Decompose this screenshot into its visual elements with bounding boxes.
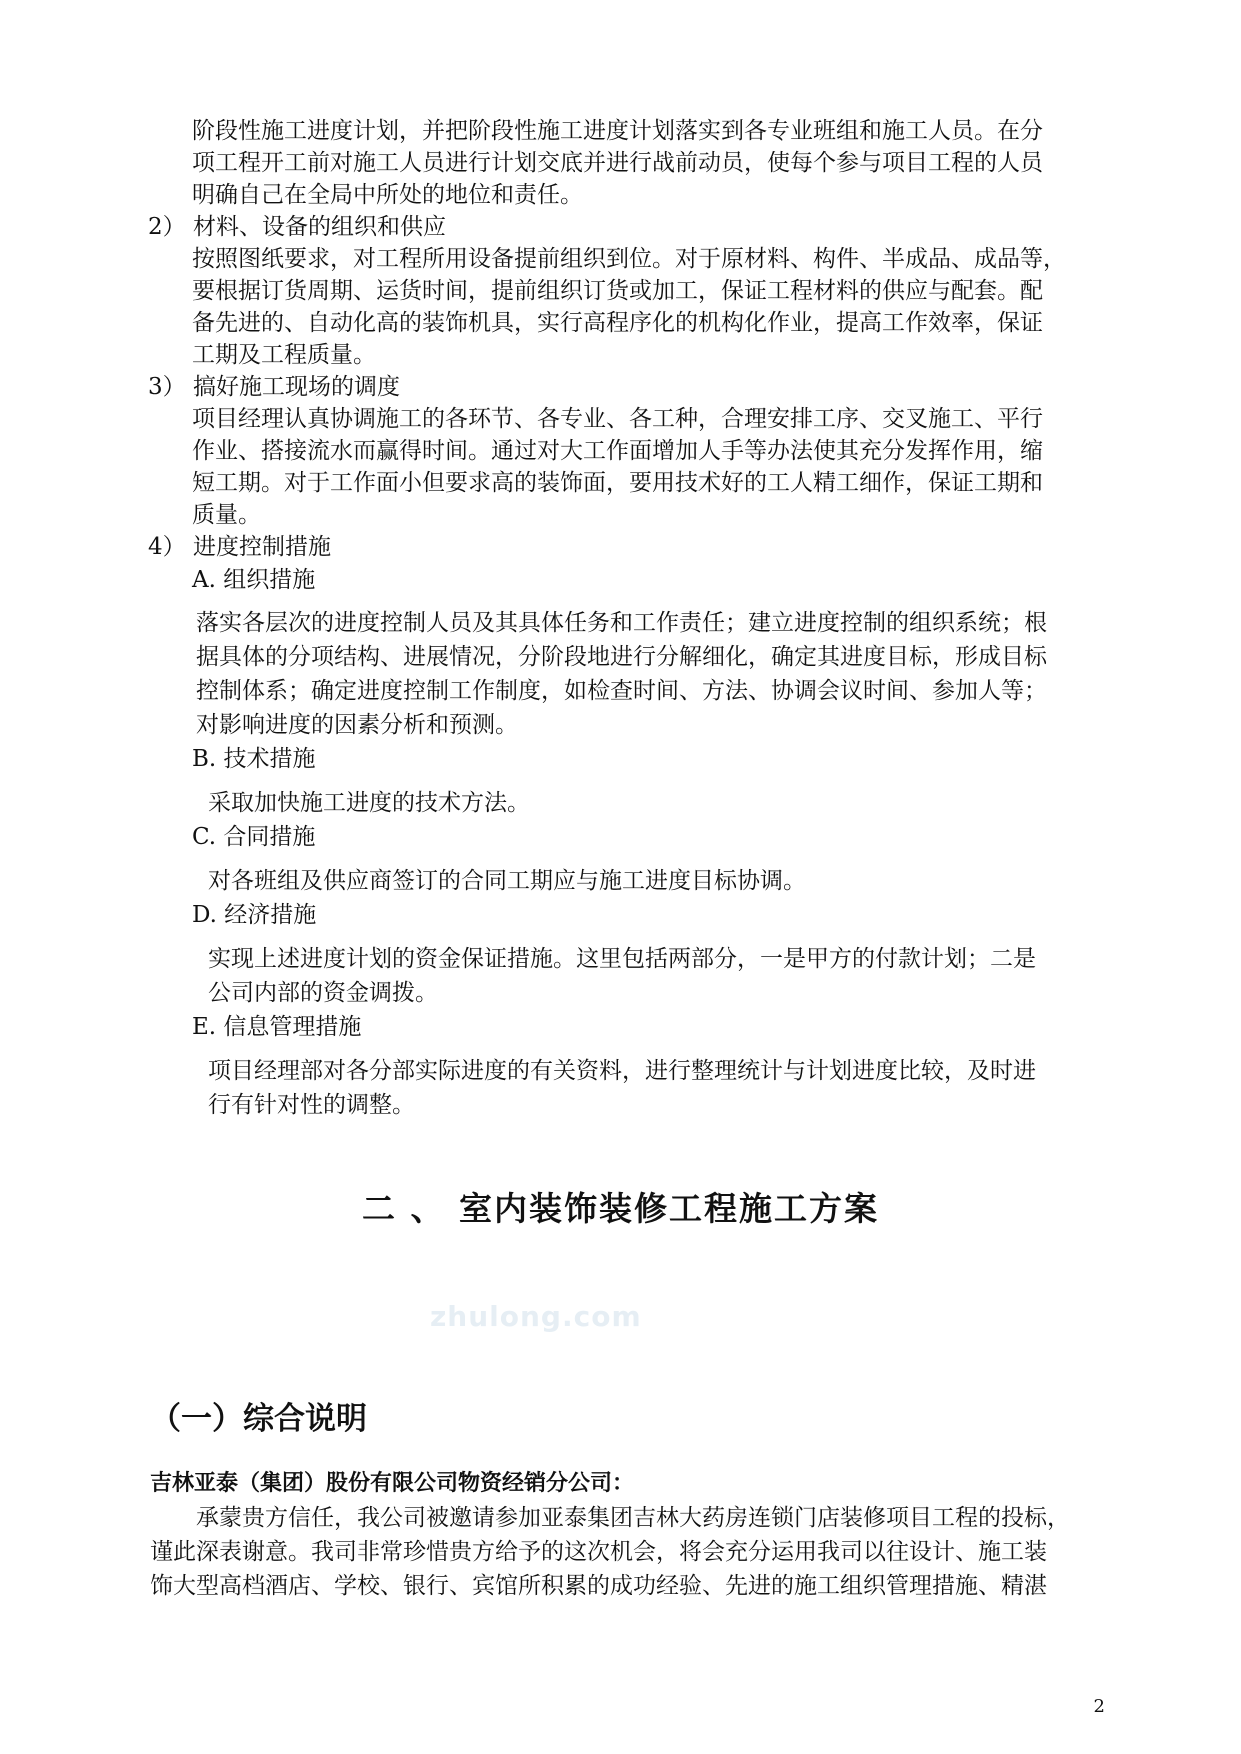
paragraph-line: 据具体的分项结构、进展情况，分阶段地进行分解细化，确定其进度目标，形成目标 [196, 644, 1047, 670]
item-heading: 3） 搞好施工现场的调度 [148, 374, 400, 400]
page-number: 2 [1093, 1696, 1105, 1717]
paragraph-line: 对影响进度的因素分析和预测。 [196, 712, 518, 738]
paragraph-line: 项目经理认真协调施工的各环节、各专业、各工种，合理安排工序、交叉施工、平行 [192, 406, 1043, 432]
sub-heading-b: B. 技术措施 [192, 746, 316, 772]
paragraph-line: 公司内部的资金调拨。 [208, 980, 438, 1006]
sub-heading-a: A. 组织措施 [192, 567, 316, 593]
paragraph-line: 质量。 [192, 502, 261, 528]
paragraph-line: 对各班组及供应商签订的合同工期应与施工进度目标协调。 [208, 868, 806, 894]
intro-line: 阶段性施工进度计划，并把阶段性施工进度计划落实到各专业班组和施工人员。在分 [192, 118, 1043, 144]
letter-line: 谨此深表谢意。我司非常珍惜贵方给予的这次机会，将会充分运用我司以往设计、施工装 [150, 1539, 1047, 1565]
intro-line: 明确自己在全局中所处的地位和责任。 [192, 182, 583, 208]
paragraph-line: 行有针对性的调整。 [208, 1092, 415, 1118]
paragraph-line: 工期及工程质量。 [192, 342, 376, 368]
watermark: zhulong.com [430, 1300, 642, 1333]
sub-heading-e: E. 信息管理措施 [192, 1014, 362, 1040]
letter-line: 饰大型高档酒店、学校、银行、宾馆所积累的成功经验、先进的施工组织管理措施、精湛 [150, 1573, 1047, 1599]
paragraph-line: 作业、搭接流水而赢得时间。通过对大工作面增加人手等办法使其充分发挥作用，缩 [192, 438, 1043, 464]
letter-line: 承蒙贵方信任，我公司被邀请参加亚泰集团吉林大药房连锁门店装修项目工程的投标， [196, 1505, 1070, 1531]
sub-heading-d: D. 经济措施 [192, 902, 317, 928]
paragraph-line: 项目经理部对各分部实际进度的有关资料，进行整理统计与计划进度比较，及时进 [208, 1058, 1036, 1084]
paragraph-line: 短工期。对于工作面小但要求高的装饰面，要用技术好的工人精工细作，保证工期和 [192, 470, 1043, 496]
sub-heading-c: C. 合同措施 [192, 824, 316, 850]
item-heading: 4） 进度控制措施 [148, 534, 331, 560]
paragraph-line: 控制体系；确定进度控制工作制度，如检查时间、方法、协调会议时间、参加人等； [196, 678, 1047, 704]
paragraph-line: 要根据订货周期、运货时间，提前组织订货或加工，保证工程材料的供应与配套。配 [192, 278, 1043, 304]
intro-line: 项工程开工前对施工人员进行计划交底并进行战前动员，使每个参与项目工程的人员 [192, 150, 1043, 176]
addressee: 吉林亚泰（集团）股份有限公司物资经销分公司： [150, 1471, 635, 1496]
paragraph-line: 实现上述进度计划的资金保证措施。这里包括两部分，一是甲方的付款计划；二是 [208, 946, 1036, 972]
item-heading: 2） 材料、设备的组织和供应 [148, 214, 446, 240]
paragraph-line: 备先进的、自动化高的装饰机具，实行高程序化的机构化作业，提高工作效率，保证 [192, 310, 1043, 336]
subsection-title: （一）综合说明 [150, 1401, 367, 1437]
paragraph-line: 落实各层次的进度控制人员及其具体任务和工作责任；建立进度控制的组织系统；根 [196, 610, 1047, 636]
paragraph-line: 采取加快施工进度的技术方法。 [208, 790, 530, 816]
section-title: 二 、 室内装饰装修工程施工方案 [362, 1189, 879, 1228]
paragraph-line: 按照图纸要求，对工程所用设备提前组织到位。对于原材料、构件、半成品、成品等， [192, 246, 1066, 272]
